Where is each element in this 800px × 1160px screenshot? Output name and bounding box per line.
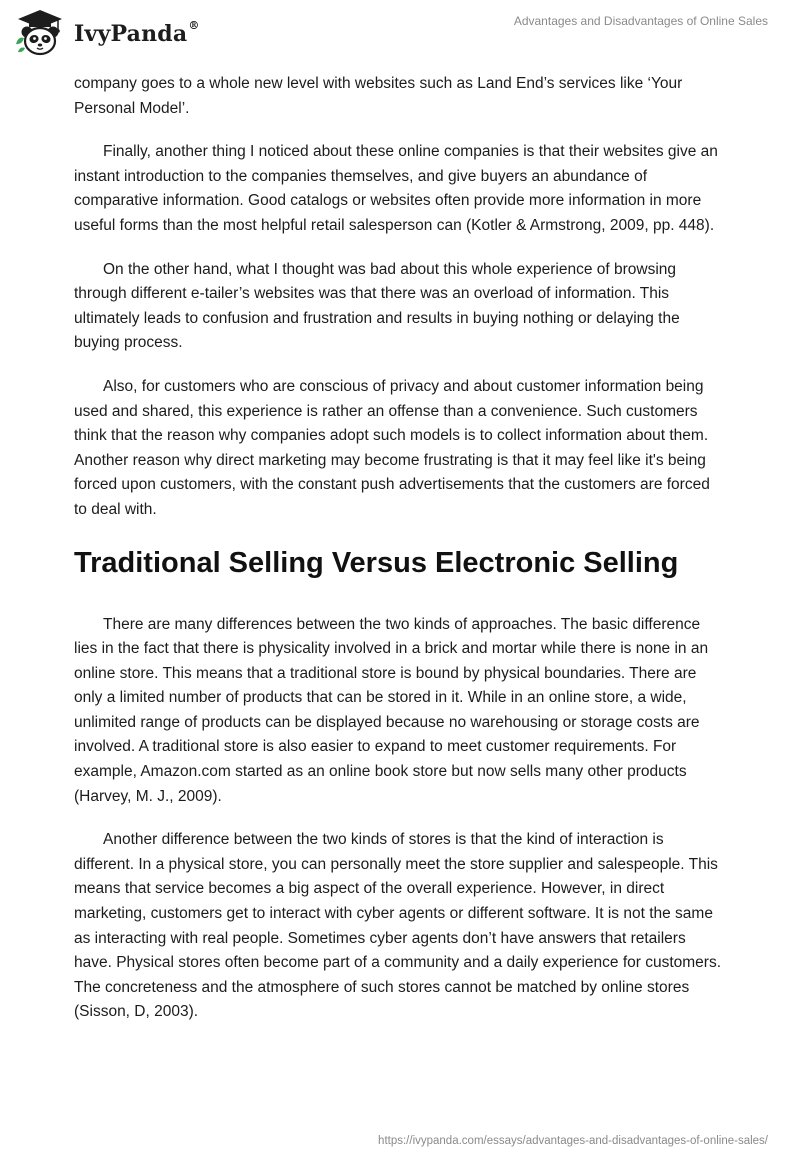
essay-content — [74, 72, 726, 1044]
paragraph: There are many differences between the two kinds of approaches. The basic difference lies in the fact that there is physicality involved in a brick and mortar while there is none in an online store. This means that a traditional store is bound by physical boundaries. There are only a limited number of products that can be stored in it. While in an online store, a wide, unlimited range of products can be displayed because no warehousing or storage costs are involved. A traditional store is also easier to expand to meet customer requirements. For example, Amazon.com started as an online book store but now sells many other products (Harvey, M. J., 2009). — [74, 615, 709, 805]
paragraph: company goes to a whole new level with websites such as Land End’s services like ‘Your Personal Model’. — [74, 75, 683, 117]
document-title: Advantages and Disadvantages of Online Sales — [513, 14, 768, 28]
section-heading: Traditional Selling Versus Electronic Selling — [74, 546, 679, 579]
registered-mark: ® — [188, 19, 200, 32]
ivypanda-logo[interactable] — [14, 8, 200, 58]
logo-text: IvyPanda® — [74, 19, 200, 47]
paragraph: On the other hand, what I thought was bad about this whole experience of browsing through different e-tailer’s websites was that there was an overload of information. This ultimately leads to confusion and frustration and results in buying nothing or delaying the buying process. — [74, 260, 680, 352]
paragraph: Finally, another thing I noticed about these online companies is that their websites give an instant introduction to the companies themselves, and give buyers an abundance of comparative information. Good catalogs or websites often provide more information in more useful forms than the most helpful retail salesperson can (Kotler & Armstrong, 2009, pp. 448). — [74, 143, 718, 234]
page-header — [0, 0, 800, 70]
paragraph: Another difference between the two kinds of stores is that the kind of interaction is different. In a physical store, you can personally meet the store supplier and salespeople. This means that service becomes a big aspect of the overall experience. However, in direct marketing, customers get to interact with cyber agents or different software. It is not the same as interacting with real people. Sometimes cyber agents don’t have answers that retailers have. Physical stores often become part of a community and a daily experience for customers. The concreteness and the atmosphere of such stores cannot be matched by online stores (Sisson, D, 2003). — [74, 831, 722, 1021]
panda-graduate-icon — [14, 8, 66, 58]
paragraph: Also, for customers who are conscious of privacy and about customer information being used and shared, this experience is rather an offense than a convenience. Such customers think that the reason why companies adopt such models is to collect information about them. Another reason why direct marketing may become frustrating is that it may feel like it's being forced upon customers, with the constant push advertisements that the customers are forced to deal with. — [74, 377, 710, 518]
source-url[interactable]: https://ivypanda.com/essays/advantages-and-disadvantages-of-online-sales/ — [378, 1135, 768, 1147]
